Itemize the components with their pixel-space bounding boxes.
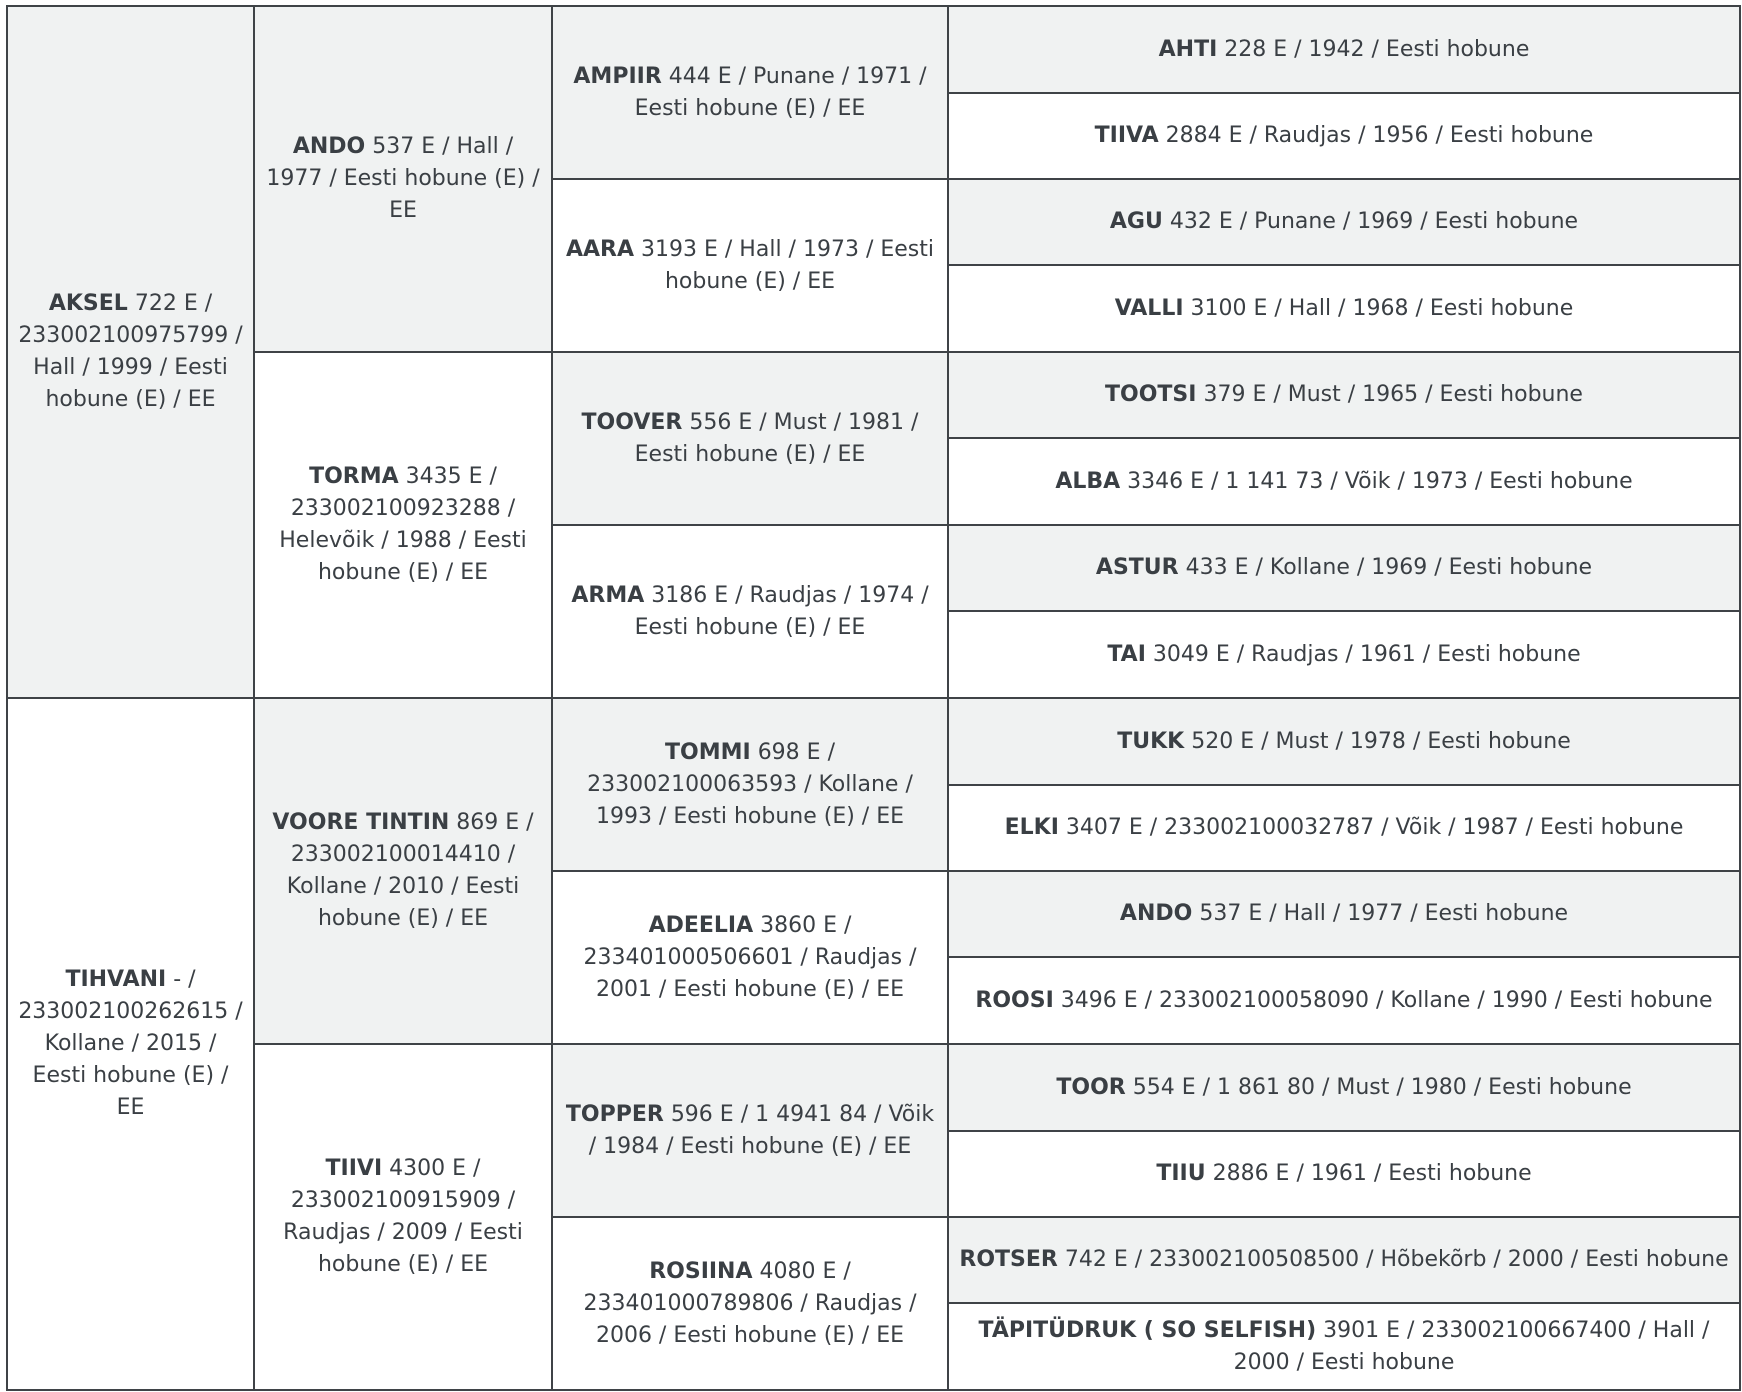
pedigree-sire-sire [254, 6, 552, 352]
pedigree-gen3-5 [552, 698, 948, 871]
horse-name: TUKK [1117, 728, 1185, 754]
horse-details: 3193 E / Hall / 1973 / Eesti hobune (E) / EE [641, 236, 934, 294]
horse-details: 537 E / Hall / 1977 / Eesti hobune [1199, 901, 1569, 926]
horse-details: 520 E / Must / 1978 / Eesti hobune [1191, 728, 1571, 754]
pedigree-gen4-4 [948, 265, 1740, 352]
pedigree-gen4-15 [948, 1217, 1740, 1303]
pedigree-gen3-7 [552, 1044, 948, 1217]
horse-details: 3435 E / 233002100923288 / Helevõik / 1988 / Eesti hobune (E) / EE [279, 464, 527, 585]
pedigree-table [6, 5, 1741, 1391]
horse-details: 2884 E / Raudjas / 1956 / Eesti hobune [1165, 123, 1594, 148]
horse-details: 2886 E / 1961 / Eesti hobune [1212, 1161, 1532, 1186]
pedigree-gen3-1 [552, 6, 948, 179]
horse-details: 4300 E / 233002100915909 / Raudjas / 2009 / Eesti hobune (E) / EE [283, 1156, 523, 1277]
horse-details: 4080 E / 233401000789806 / Raudjas / 2006 / Eesti hobune (E) / EE [583, 1258, 917, 1348]
horse-name: AARA [566, 236, 635, 262]
pedigree-dam-dam [254, 1044, 552, 1390]
pedigree-dam-sire [254, 698, 552, 1044]
horse-name: TOMMI [665, 739, 751, 765]
horse-name: TIHVANI [65, 967, 167, 992]
horse-details: 596 E / 1 4941 84 / Võik / 1984 / Eesti hobune (E) / EE [588, 1101, 935, 1159]
pedigree-sire [7, 6, 254, 698]
pedigree-gen3-6 [552, 871, 948, 1044]
horse-details: 556 E / Must / 1981 / Eesti hobune (E) / EE [634, 409, 919, 467]
pedigree-gen3-2 [552, 179, 948, 352]
horse-name: ROOSI [975, 987, 1054, 1013]
pedigree-dam [7, 698, 254, 1390]
horse-name: ANDO [1119, 901, 1193, 926]
horse-details: 3496 E / 233002100058090 / Kollane / 1990 / Eesti hobune [1060, 987, 1713, 1013]
horse-details: 3901 E / 233002100667400 / Hall / 2000 / Eesti hobune [1233, 1317, 1710, 1375]
horse-details: 722 E / 233002100975799 / Hall / 1999 / Eesti hobune (E) / EE [18, 291, 243, 412]
horse-details: 3346 E / 1 141 73 / Võik / 1973 / Eesti hobune [1127, 468, 1633, 494]
horse-name: TORMA [309, 464, 399, 489]
pedigree-gen3-4 [552, 525, 948, 698]
horse-details: 228 E / 1942 / Eesti hobune [1224, 36, 1530, 62]
horse-name: ROSIINA [649, 1258, 753, 1284]
pedigree-gen4-13 [948, 1044, 1740, 1131]
horse-name: ANDO [292, 134, 366, 159]
pedigree-gen3-8 [552, 1217, 948, 1390]
horse-name: VALLI [1114, 295, 1184, 321]
horse-name: TÄPITÜDRUK ( SO SELFISH) [978, 1317, 1317, 1343]
horse-name: TAI [1107, 641, 1146, 667]
horse-name: ASTUR [1095, 555, 1179, 580]
horse-name: TIIVI [325, 1156, 383, 1181]
horse-details: 3049 E / Raudjas / 1961 / Eesti hobune [1152, 641, 1581, 667]
horse-details: 433 E / Kollane / 1969 / Eesti hobune [1185, 555, 1593, 580]
horse-details: 869 E / 233002100014410 / Kollane / 2010 / Eesti hobune (E) / EE [286, 810, 534, 931]
horse-name: ELKI [1004, 815, 1059, 840]
pedigree-sire-dam [254, 352, 552, 698]
horse-name: ALBA [1055, 468, 1121, 494]
horse-details: 698 E / 233002100063593 / Kollane / 1993 / Eesti hobune (E) / EE [587, 739, 913, 829]
horse-name: TIIVA [1094, 123, 1159, 148]
pedigree-gen4-11 [948, 871, 1740, 957]
pedigree-gen4-3 [948, 179, 1740, 265]
horse-details: 379 E / Must / 1965 / Eesti hobune [1203, 382, 1583, 407]
horse-name: ROTSER [959, 1247, 1058, 1272]
horse-name: VOORE TINTIN [272, 810, 450, 835]
horse-details: 432 E / Punane / 1969 / Eesti hobune [1169, 209, 1579, 234]
pedigree-gen4-14 [948, 1131, 1740, 1217]
pedigree-gen3-3 [552, 352, 948, 525]
pedigree-gen4-2 [948, 93, 1740, 179]
pedigree-gen4-8 [948, 611, 1740, 698]
horse-details: 3407 E / 233002100032787 / Võik / 1987 / Eesti hobune [1065, 815, 1684, 840]
horse-name: AGU [1109, 209, 1163, 234]
horse-details: 3186 E / Raudjas / 1974 / Eesti hobune (E) / EE [634, 582, 929, 640]
horse-name: ARMA [571, 582, 645, 608]
pedigree-gen4-12 [948, 957, 1740, 1044]
horse-details: - / 233002100262615 / Kollane / 2015 / Eesti hobune (E) / EE [18, 967, 243, 1120]
horse-details: 554 E / 1 861 80 / Must / 1980 / Eesti hobune [1132, 1074, 1632, 1100]
pedigree-gen4-1 [948, 6, 1740, 93]
horse-details: 742 E / 233002100508500 / Hõbekõrb / 2000 / Eesti hobune [1064, 1247, 1729, 1272]
horse-name: TOPPER [565, 1101, 664, 1127]
pedigree-gen4-7 [948, 525, 1740, 611]
horse-details: 3860 E / 233401000506601 / Raudjas / 2001 / Eesti hobune (E) / EE [583, 912, 917, 1002]
horse-name: TOOR [1056, 1074, 1126, 1100]
horse-details: 444 E / Punane / 1971 / Eesti hobune (E) / EE [634, 63, 927, 121]
horse-name: TIIU [1156, 1161, 1206, 1186]
pedigree-gen4-5 [948, 352, 1740, 438]
horse-name: TOOTSI [1105, 382, 1197, 407]
horse-name: TOOVER [581, 409, 683, 435]
horse-name: AMPIIR [573, 63, 662, 89]
horse-name: AKSEL [48, 291, 128, 316]
horse-name: ADEELIA [648, 912, 754, 938]
horse-details: 3100 E / Hall / 1968 / Eesti hobune [1190, 295, 1574, 321]
pedigree-gen4-16 [948, 1303, 1740, 1390]
pedigree-gen4-10 [948, 785, 1740, 871]
pedigree-gen4-9 [948, 698, 1740, 785]
horse-details: 537 E / Hall / 1977 / Eesti hobune (E) / EE [266, 134, 540, 223]
horse-name: AHTI [1158, 36, 1218, 62]
pedigree-gen4-6 [948, 438, 1740, 525]
